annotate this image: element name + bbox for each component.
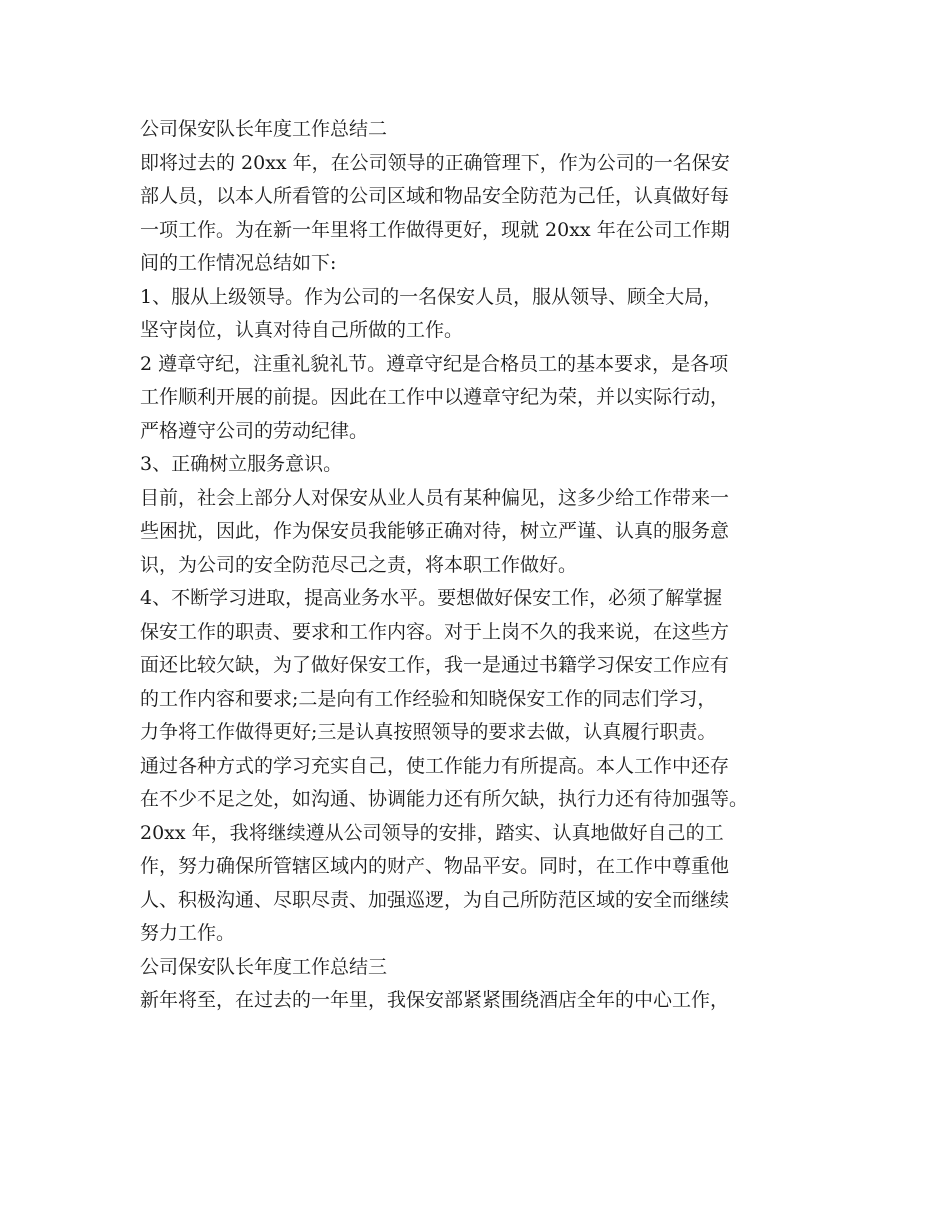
paragraph-line: 目前，社会上部分人对保安从业人员有某种偏见，这多少给工作带来一 (140, 486, 730, 509)
list-item-line: 2 遵章守纪，注重礼貌礼节。遵章守纪是合格员工的基本要求，是各项 (140, 352, 729, 375)
paragraph-line: 些困扰，因此，作为保安员我能够正确对待，树立严谨、认真的服务意 (140, 520, 730, 542)
list-item-line: 3、正确树立服务意识。 (140, 453, 343, 475)
list-item-line: 4、不断学习进取，提高业务水平。要想做好保安工作，必须了解掌握 (140, 587, 723, 609)
list-item-line: 严格遵守公司的劳动纪律。 (140, 419, 369, 442)
list-item-line: 面还比较欠缺，为了做好保安工作，我一是通过书籍学习保安工作应有 (140, 654, 730, 676)
list-item-line: 的工作内容和要求;二是向有工作经验和知晓保安工作的同志们学习， (140, 687, 717, 710)
document-body (140, 113, 830, 1018)
heading-summary-three: 公司保安队长年度工作总结三 (140, 955, 388, 978)
list-item-line: 1、服从上级领导。作为公司的一名保安人员，服从领导、顾全大局， (140, 285, 723, 308)
list-item-line: 力争将工作做得更好;三是认真按照领导的要求去做，认真履行职责。 (140, 721, 717, 743)
paragraph-line: 作，努力确保所管辖区域内的财产、物品平安。同时，在工作中尊重他 (140, 855, 730, 877)
paragraph-line: 间的工作情况总结如下: (140, 252, 337, 274)
paragraph-line: 通过各种方式的学习充实自己，使工作能力有所提高。本人工作中还存 (140, 754, 730, 777)
paragraph-line: 一项工作。为在新一年里将工作做得更好，现就 20xx 年在公司工作期 (140, 218, 730, 241)
paragraph-line: 在不少不足之处，如沟通、协调能力还有所欠缺，执行力还有待加强等。 (140, 788, 749, 810)
list-item-line: 坚守岗位，认真对待自己所做的工作。 (140, 319, 464, 341)
list-item-line: 保安工作的职责、要求和工作内容。对于上岗不久的我来说，在这些方 (140, 620, 730, 643)
paragraph-line: 努力工作。 (140, 922, 236, 944)
paragraph-line: 新年将至，在过去的一年里，我保安部紧紧围绕酒店全年的中心工作， (140, 989, 730, 1011)
list-item-line: 工作顺利开展的前提。因此在工作中以遵章守纪为荣，并以实际行动， (140, 386, 730, 408)
paragraph-line: 即将过去的 20xx 年，在公司领导的正确管理下，作为公司的一名保安 (140, 151, 730, 174)
paragraph-line: 20xx 年，我将继续遵从公司领导的安排，踏实、认真地做好自己的工 (140, 821, 724, 844)
heading-summary-two: 公司保安队长年度工作总结二 (140, 118, 388, 140)
paragraph-line: 人、积极沟通、尽职尽责、加强巡逻，为自己所防范区域的安全而继续 (140, 888, 730, 911)
paragraph-line: 识，为公司的安全防范尽己之责，将本职工作做好。 (140, 553, 578, 576)
paragraph-line: 部人员，以本人所看管的公司区域和物品安全防范为己任，认真做好每 (140, 185, 730, 207)
